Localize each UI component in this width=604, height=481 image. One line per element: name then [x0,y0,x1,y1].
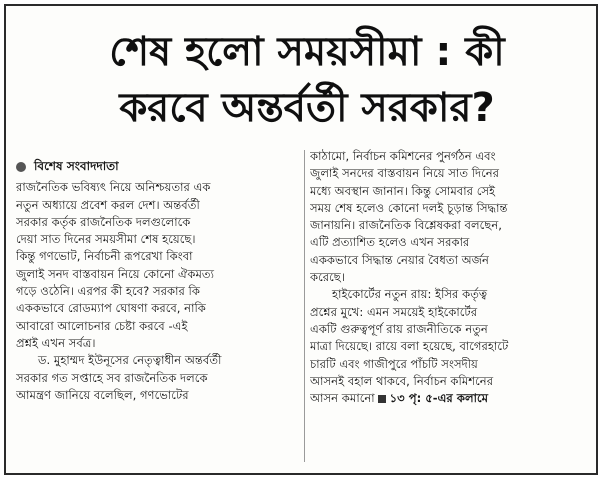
left-paragraph-2 [16,352,304,404]
text-line: মধ্যে অবস্থান জানান। কিন্তু সোমবার সেই [310,183,496,198]
bullet-icon [16,162,26,172]
continuation-note: ১৩ পৃ: ৫-এর কলামে [389,391,489,406]
text-line-last [310,390,590,407]
text-line: জানায়নি। রাজনৈতিক বিশ্লেষকরা বলছেন, [310,218,502,233]
left-column [16,158,304,404]
text-line: এককভাবে রোডম্যাপ ঘোষণা করবে, নাকি [16,301,206,316]
text-line: সরকার গত সপ্তাহে সব রাজনৈতিক দলকে [16,370,208,385]
text-line: কিন্তু গণভোট, নির্বাচনী রূপরেখা কিংবা [16,249,193,264]
text-line: আমন্ত্রণ জানিয়ে বলেছিল, গণভোটের [16,387,189,402]
text-line: হাইকোর্টের নতুন রায়: ইসির কর্তৃত্ব [332,287,488,302]
text-line: কাঠামো, নির্বাচন কমিশনের পুনর্গঠন এবং [310,149,496,163]
text-line: চারটি এবং গাজীপুরে পাঁচটি সংসদীয় [310,356,478,371]
text-line: প্রশ্নই এখন সর্বত্র। [16,335,96,350]
text-line: এককভাবে সিদ্ধান্ত নেয়ার বৈধতা অর্জন [310,252,489,267]
right-paragraph-2 [310,286,590,407]
right-column [310,148,590,407]
headline-line-2: করবে অন্তর্বর্তী সরকার? [119,85,495,131]
text-line: দেয়া সাত দিনের সময়সীমা শেষ হয়েছে। [16,232,196,247]
headline-line-1: শেষ হলো সময়সীমা : কী [109,29,505,75]
text-line: এটি প্রত্যাশিত হলেও এখন সরকার [310,235,470,250]
text-line: একটি গুরুত্বপূর্ণ রায় রাজনীতিকে নতুন [310,321,488,336]
text-line: গড়ে ওঠেনি। এরপর কী হবে? সরকার কি [16,284,200,299]
text-line: আবারো আলোচনার চেষ্টা করবে -এই [16,318,188,333]
right-paragraph-1 [310,148,590,286]
text-line: সময় শেষ হলেও কোনো দলই চূড়ান্ত সিদ্ধান্ত [310,200,508,215]
text-line: প্রশ্নের মুখে: এমন সময়েই হাইকোর্টের [310,304,478,319]
square-icon [378,395,386,403]
left-paragraph-1 [16,179,304,352]
text-line: মাত্রা দিয়েছে। রায়ে বলা হয়েছে, বাগেরহাটে [310,339,509,354]
byline-text: বিশেষ সংবাদদাতা [34,159,119,173]
text-line: করেছে। [310,270,345,285]
text-line: আসনই বহাল থাকবে, নির্বাচন কমিশনের [310,373,494,388]
text-line: সরকার কর্তৃক রাজনৈতিক দলগুলোকে [16,214,191,229]
last-line-text: আসন কমানো [310,391,375,406]
text-line: ড. মুহাম্মদ ইউনূসের নেতৃত্বাধীন অন্তর্বর্তী [38,353,222,368]
text-line: নতুন অধ্যায়ে প্রবেশ করল দেশ। অন্তর্বর্তী [16,197,200,212]
text-line: জুলাই সনদ বাস্তবায়ন নিয়ে কোনো ঐকমত্য [16,266,214,281]
column-divider [304,150,305,462]
byline [16,158,304,175]
text-line: রাজনৈতিক ভবিষ্যৎ নিয়ে অনিশ্চয়তার এক [16,180,211,195]
text-line: জুলাই সনদের বাস্তবায়ন নিয়ে সাত দিনের [310,166,500,181]
